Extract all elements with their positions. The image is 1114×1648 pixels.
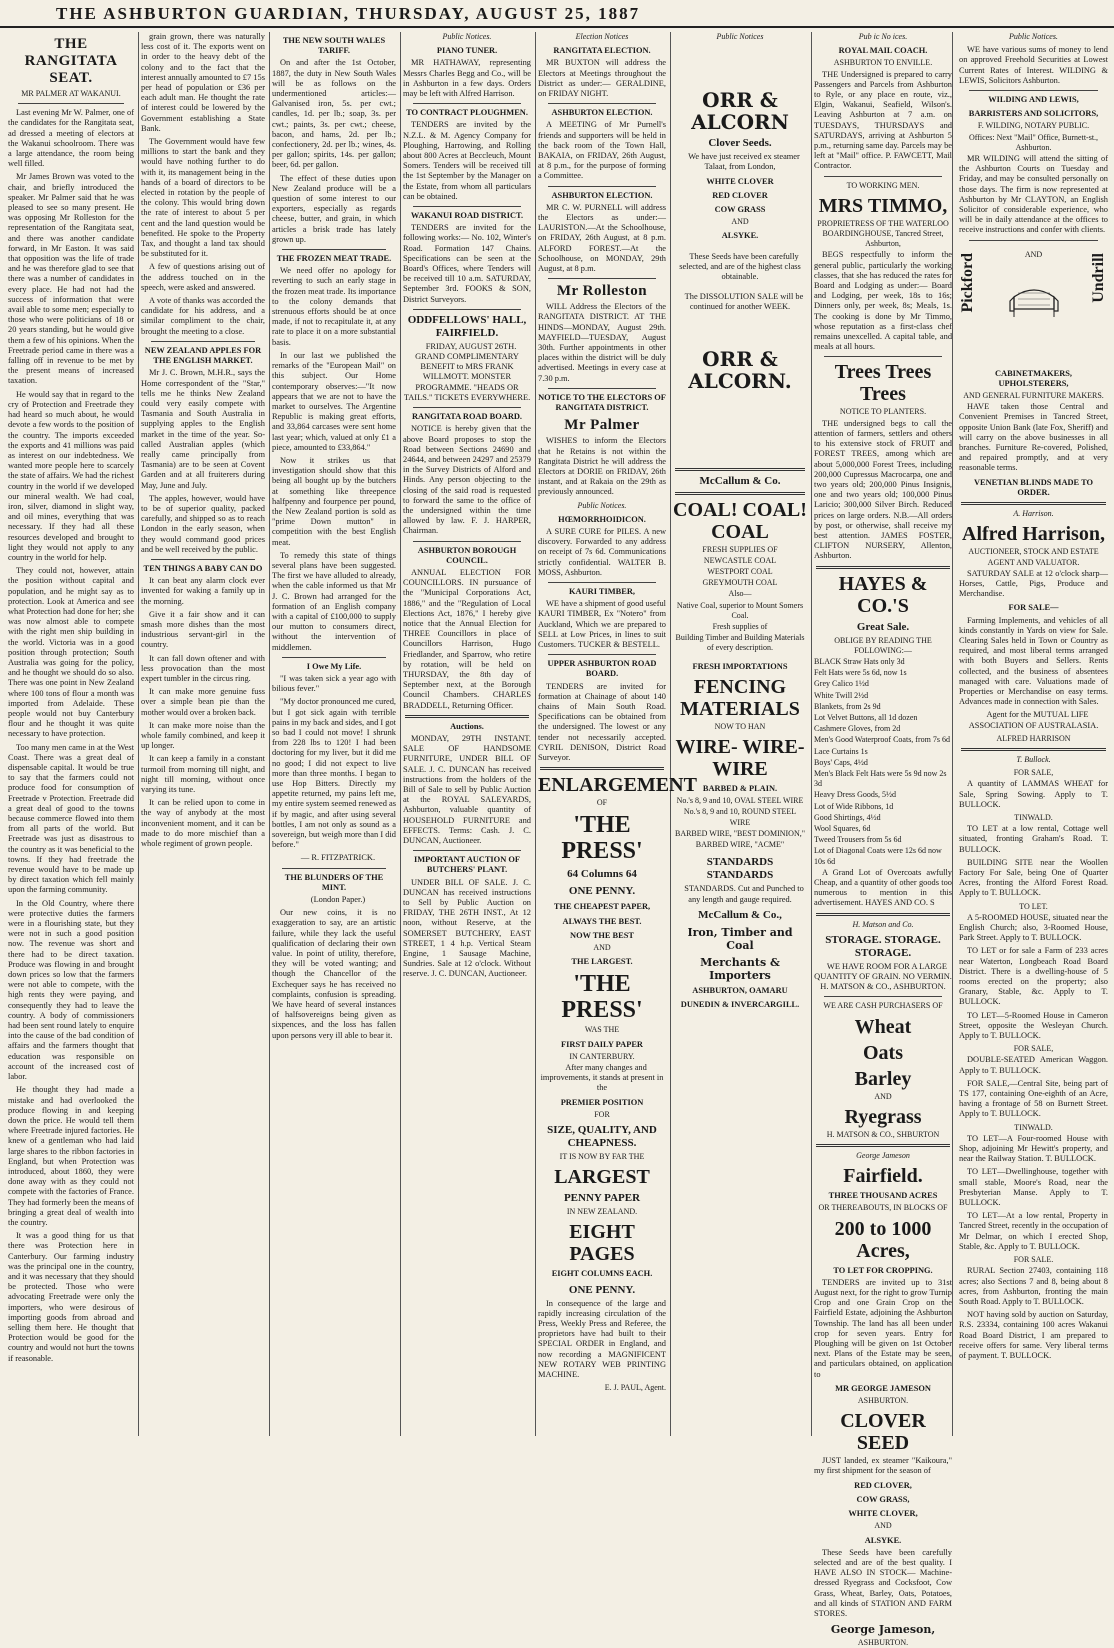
list-item: Wool Squares, 6d — [814, 823, 871, 833]
notice-text: TENDERS are invited by the N.Z.L. & M. Agency Company for Ploughing, Harrowing, and Rolling about 800 Acres at Beccleuch, Mount Somers. Tenders will be received till the 1st September by the Manager on the Estate, from whom all particulars can be obtained. — [403, 120, 531, 201]
article-subtitle: MR PALMER AT WAKANUI. — [21, 89, 121, 98]
ad-heading: Clover Seeds. — [708, 137, 772, 150]
divider — [413, 309, 521, 310]
notice-title: RANGITATA ELECTION. — [553, 46, 651, 56]
notice-text: MR BUXTON will address the Electors at Meetings throughout the District as under:— GERALDINE, on FRIDAY NIGHT. — [538, 58, 666, 99]
paragraph: Mr J. C. Brown, M.H.R., says the Home correspondent of the "Star," tells me he thinks New Zealand could very easily compete with Tasmania and South Australia in supplying apples to the English market in the time of the year. So-called Australian apples (which really came principally from Tasmania) are to be seen at Covent Garden and at all fruiterers during May, June and July. — [141, 368, 265, 490]
ad-heading: EIGHT PAGES — [569, 1221, 635, 1266]
ad-heading: Alfred Harrison, — [962, 523, 1105, 546]
divider — [961, 502, 1106, 505]
list-item: BLACK Straw Hats only 3d — [814, 656, 905, 666]
seed-item: AND — [874, 1521, 892, 1531]
column-heading: Public Notices. — [442, 32, 492, 41]
ad-heading: 200 to 1000 Acres, — [834, 1217, 932, 1262]
article-title: I Owe My Life. — [306, 661, 362, 671]
seed-item: AND — [731, 217, 749, 227]
ad-heading: 64 Columns 64 — [567, 868, 637, 881]
notice-subtitle: PROPRIETRESS OF THE WATERLOO BOARDINGHOUSE, Tancred Street, Ashburton, — [817, 218, 949, 249]
grain-item: Barley — [854, 1067, 912, 1090]
firm-name: McCallum & Co. — [699, 474, 781, 487]
paragraph: Too many men came in at the West Coast. There was a great deal of dispensable capital. It would be true to say that the farmers could not produce food for consumption of Freetrade v Protection. Freetrade did a great deal of good to the towns because commerce flowed into them from all parts of the world. But Freetrade was just as disastrous to the country as it was beneficial to the towns. If they had freetrade the revenue would have to be made up by direct taxation which fell mainly upon the farming community. — [8, 742, 134, 895]
seed-item: ALSYKE. — [721, 231, 759, 241]
ad-signature: George Jameson, — [830, 1623, 936, 1637]
notice-text: Agent for the MUTUAL LIFE ASSOCIATION OF AUSTRALASIA. — [968, 710, 1099, 730]
notice-text: TO LET—5-Roomed House in Cameron Street, opposite the Wesleyan Church. Apply to T. BULLOCK. — [959, 1010, 1108, 1041]
notice-text: BUILDING SITE near the Woollen Factory For Sale, being One of Quarter Acres, fronting the Alford Forest Road. Apply to T. BULLOCK. — [959, 857, 1108, 898]
firm-name: ORR & ALCORN. — [688, 346, 792, 393]
notice-text: SATURDAY SALE at 12 o'clock sharp—Horses, Cattle, Pigs, Produce and Merchandise. — [959, 568, 1108, 599]
ad-text: AND — [593, 943, 611, 952]
ad-text: AND — [1024, 249, 1043, 259]
ad-heading: BARRISTERS AND SOLICITORS, — [968, 109, 1099, 119]
notice-text: FOR SALE,—Central Site, being part of TS 177, containing One-eighth of an Acre, having a frontage of 58 on Burnett Street. Apply to T. BULLOCK. — [959, 1078, 1108, 1119]
paragraph: It can keep a family in a constant turmoil from morning till night, and night till morning, without once varying its tune. — [141, 754, 265, 795]
press-advertisement — [538, 774, 697, 1393]
notice-subtitle: H. MATSON & CO., SHBURTON — [826, 1129, 940, 1139]
ad-heading: ENLARGEMENT — [538, 774, 697, 797]
divider — [816, 1144, 950, 1147]
column-heading: Public Notices. — [577, 500, 627, 510]
article-title: THE RANGITATA SEAT. — [24, 36, 118, 86]
notice-title: Mr Rolleston — [556, 283, 648, 300]
ad-heading: COAL! COAL! COAL — [673, 498, 807, 543]
notice-text: A SURE CURE for PILES. A new discovery. Forwarded to any address on receipt of 7s 6d. Communications strictly confidential. WALTER B. MOSS, Ashburton. — [538, 526, 666, 577]
ad-heading: ONE PENNY. — [568, 1283, 636, 1296]
divider — [961, 748, 1106, 751]
column-heading: Pub ic No ices. — [858, 32, 908, 41]
column-5 — [538, 32, 697, 1436]
divider — [548, 186, 656, 187]
firm-name: McCallum & Co., — [698, 908, 782, 921]
list-item: White Twill 2½d — [814, 690, 869, 700]
ad-text: NEWCASTLE COAL — [703, 555, 777, 565]
notice-text: TO LET at a low rental, Cottage well situated, fronting Graham's Road. T. BULLOCK. — [959, 824, 1108, 854]
paragraph: The apples, however, would have to be of superior quality, packed carefully, and shipped so as to reach London in the early season, when they would command good prices and be well received by the public. — [141, 493, 265, 554]
ad-heading: CLOVER SEED — [840, 1410, 926, 1455]
list-item: Men's Good Waterproof Coats, from 7s 6d — [814, 735, 950, 745]
notice-subtitle: F. WILDING, NOTARY PUBLIC. — [977, 121, 1090, 131]
notice-text: Farming Implements, and vehicles of all kinds constantly in Yards on view for Sale. Clearing Sales held in Town or Country as required, and most liberal terms arranged with both Buyers and Sellers. Rents collected, and the business of absentees managed with care. Valuations made of Properties or Merchandise on easy terms. Advances made in connection with Sales. — [959, 615, 1108, 707]
notice-subtitle: ASHBURTON. — [857, 1638, 909, 1648]
notice-text: TENDERS are invited for formation at Chainage of about 140 chains of Main South Road. Specifications can be obtained from the undersigned. The lowest or any tender not necessarily accepted. CYRIL DENISON, District Road Surveyor. — [538, 681, 666, 762]
divider — [151, 559, 255, 560]
ad-heading: STORAGE. STORAGE. STORAGE. — [825, 933, 941, 959]
seed-item: WHITE CLOVER, — [848, 1509, 918, 1519]
list-item: Lace Curtains 1s — [814, 746, 868, 756]
armchair-icon — [1004, 279, 1064, 319]
notice-subtitle: AUCTIONEER, STOCK AND ESTATE AGENT AND VALUATOR. — [968, 547, 1099, 567]
notice-text: JUST landed, ex steamer "Kaikoura," my first shipment for the season of — [814, 1456, 952, 1476]
notice-text: A MEETING of Mr Purnell's friends and supporters will be held in the back room of the Town Hall, BAKAIA, on FRIDAY, 26th August, at 8 p.m., for the purpose of forming a Committee. — [538, 120, 666, 181]
paragraph: It can beat any alarm clock ever invented for waking a family up in the morning. — [141, 576, 265, 606]
notice-title: ODDFELLOWS' HALL, FAIRFIELD. — [407, 313, 527, 339]
notice-subtitle: FOR SALE, — [1013, 768, 1054, 778]
ad-text: Also— — [728, 589, 752, 599]
grain-item: Wheat — [854, 1015, 912, 1038]
ad-text: BARBED WIRE, "BEST DOMINION," — [674, 828, 805, 838]
divider — [816, 566, 950, 569]
ad-heading: CABINETMAKERS, UPHOLSTERERS, — [994, 368, 1072, 388]
paragraph: On and after the 1st October, 1887, the duty in New South Wales will be as follows on the undermentioned articles:— Galvanised iron, 5s. per cwt.; candles, 1d. per lb.; soap, 3s. per cwt.; paints, 3s. per cwt.; cheese, bacon, and hams, 2d. per lb.; confectionery, 2d. per lb.; wines, 4s. per gallon; spirits, 14s. per gallon; beer, 6d. per gallon. — [272, 58, 396, 170]
ad-text: NOW TO HAN — [714, 721, 766, 731]
divider — [824, 356, 942, 357]
ad-text: STANDARDS. Cut and Punched to any length and gauge required. — [684, 884, 804, 904]
notice-subtitle: FOR SALE. — [1013, 1255, 1054, 1265]
firm-name: ORR & ALCORN — [691, 88, 789, 135]
column-7 — [814, 32, 952, 1648]
divider — [413, 407, 521, 408]
notice-text: MR C. W. PURNELL will address the Electors as under:— LAURISTON.—At the Schoolhouse, on FRIDAY, 26th August, at 8 p.m. ALFORD FOREST.—At the Schoolhouse, on MONDAY, 29th August, at 8 p.m. — [538, 202, 666, 274]
ad-text: GREYMOUTH COAL — [702, 578, 778, 588]
article-title: THE FROZEN MEAT TRADE. — [276, 254, 392, 264]
furniture-ad-banner — [959, 245, 1108, 365]
notice-title: Mr Palmer — [564, 417, 640, 434]
notice-text: HAVE taken those Central and Convenient Premises in Tancred Street, opposite Union Bank (late Fox, Sheriff) and will carry on the above businesses in all branches. Furniture Re-covered, Polished, and repaired promptly, and at very reasonable terms. — [959, 402, 1108, 473]
ad-heading: LARGEST — [554, 1166, 650, 1189]
ad-text: WESTPORT COAL — [707, 567, 773, 577]
paragraph: Now it strikes us that investigation should show that this being all bought up by the butchers at something like threepence halfpenny and fourpence per pound, the New Zealand portion is sold as "prime Down mutton" in competition with the best English meat. — [272, 455, 396, 547]
notice-subtitle: WE ARE CASH PURCHASERS OF — [823, 1001, 943, 1011]
list-item: Lot of Diagonal Coats were 12s 6d now 10s 6d — [814, 846, 942, 866]
ad-heading: MRS TIMMO, — [818, 194, 948, 217]
sale-list — [814, 657, 952, 867]
notice-title: RANGITATA ROAD BOARD. — [411, 412, 523, 422]
notice-title: ASHBURTON ELECTION. — [551, 108, 653, 118]
ad-text: Native Coal, superior to Mount Somers Coal. — [676, 600, 804, 620]
ad-text: No.'s 8, 9 and 10, OVAL STEEL WIRE — [676, 796, 804, 806]
ad-heading: Merchants & Importers — [700, 955, 780, 982]
list-item: Boys' Caps, 4½d — [814, 757, 868, 767]
notice-text: WISHES to inform the Electors that he Retains is not within the Rangitata District he will address the Electors at DORIE on FRIDAY, 26th instant, and at Rakaia on the 29th as previously announced. — [538, 436, 666, 497]
ad-heading: FENCING MATERIALS — [680, 675, 800, 720]
column-heading: A. Harrison. — [1013, 509, 1054, 519]
divider — [151, 341, 255, 342]
seed-item: COW GRASS, — [856, 1494, 910, 1504]
paragraph: They could not, however, attain the position without capital and population, and he might say as to protection. Look at America and see what Protection had done for her; she was now almost able to compete with the right men ship building in the world. Victoria was in a good position through protection; South Australia was going for the policy, and he thought we should do so also. There was one point in New Zealand where 100 tons of flour a month was imported from Adelaide. These people would not buy Canterbury flour and he thought it was quite necessary to have protection. — [8, 566, 134, 739]
notice-subtitle: ASHBURTON. — [857, 1396, 909, 1406]
divider — [413, 850, 521, 851]
notice-text: WE have various sums of money to lend on approved Freehold Securities at Lowest Current Rates of Interest. WILDING & LEWIS, Solicitors Ashburton. — [959, 45, 1108, 85]
paragraph: "My doctor pronounced me cured, but I got sick again with terrible pains in my back and sides, and I got so bad I could not move! I shrunk from 228 lbs to 120! I had been doctoring for my liver, but it did me no good; I did not expect to live more than three months. I began to use Hop Bitters. Directly my appetite returned, my pains left me, my entire system seemed renewed as if by magic, and after using several bottles, I am not only as sound as a sovereign, but weigh more than I did before." — [272, 697, 396, 850]
notice-text: THE Undersigned is prepared to carry Passengers and Parcels from Ashburton to Ryle, or any place en route, viz., Elgin, Wakanui, Seafield, Wilson's. Leaving Ashburton at 7 a.m. on TUESDAYS, THURSDAYS and SATURDAYS, arriving at Ashburton 5 p.m., returning same day. Parcels may be left at "Mail" office. P. FAWCETT, Mail Contractor. — [814, 69, 952, 171]
notice-text: ANNUAL ELECTION FOR COUNCILLORS. IN pursuance of the "Municipal Corporations Act, 1886," and the "Regulation of Local Elections Act, 1876," I hereby give notice that the Annual Election for THREE Councillors in place of Councillors Harrison, Hugo Friedlander, and Sparrow, who retire by rotation, will be held on THURSDAY, the 8th day of September next, at the Borough Council Chambers. CHARLES BRADDELL, Returning Officer. — [403, 567, 531, 710]
paragraph: Our new coins, it is no exaggeration to say, are an artistic failure, while they lack the useful qualification of declaring their own value. In point of utility, therefore, they will be voted wanting; and though the Chancellor of the Exchequer says he has received no complaints, confusion is spreading. We have heard of several instances of halfsovereigns being given as sixpences, and the loss has fallen upon persons very ill able to bear it. — [272, 908, 396, 1040]
ad-text: FOR — [594, 1109, 610, 1119]
ad-text: Building Timber and Building Materials of every description. — [675, 633, 805, 653]
ad-text: BARBED & PLAIN. — [702, 784, 778, 794]
divider — [413, 206, 521, 207]
ad-text: These Seeds have been carefully selected, and are of the highest class obtainable. — [679, 251, 801, 282]
column-heading: T. Bullock. — [1016, 754, 1051, 764]
notice-text: A quantity of LAMMAS WHEAT for Sale, Spring Sowing. Apply to T. BULLOCK. — [959, 779, 1108, 809]
ad-heading: THREE THOUSAND ACRES — [828, 1191, 938, 1201]
paragraph: We need offer no apology for reverting to such an early stage in the frozen meat trade. Its importance to the colony demands that strenuous efforts should be at once made, if not to recapitulate it, at any rate to place it on a more substantial basis. — [272, 266, 396, 347]
column-heading: Public Notices. — [1009, 32, 1058, 41]
divider — [675, 492, 805, 495]
notice-title: KAURI TIMBER, — [569, 586, 635, 596]
paragraph: He would say that in regard to the cry of Protection and Freetrade they had heard so much about, he would devote a few words to the position of the country. The imports exceeded the exports and 41 millions was paid as interest on our indebtedness. We wanted more people here to scarcely the state of affairs. We had the richest country in the world if we developed our mineral wealth. We had coal, iron, silver, diamond in slight way, and oil mines, everything that was necessary. If they had all these resources developed and brought to light they would not apply to any country in the world for help. — [8, 389, 134, 562]
notice-title: ASHBURTON ELECTION. — [551, 190, 653, 200]
article-title: THE NEW SOUTH WALES TARIFF. — [282, 36, 386, 56]
notice-text: TO LET or for sale a Farm of 233 acres near Waterton, Longbeach Road Board District. There is a dwelling-house of 5 rooms erected on the property; also Granary, Stable, &c. Apply to T. BULLOCK. — [959, 946, 1108, 1007]
paragraph: To remedy this state of things several plans have been suggested. The first we have alluded to already, when the cable informed us that Mr J. C. Brown had arranged for the formation of an English company with a capital of £100,000 to supply our mutton to consumers direct, without the intervention of middlemen. — [272, 550, 396, 652]
notice-title: Auctions. — [450, 721, 484, 731]
notice-text: NOT having sold by auction on Saturday, R.S. 23334, containing 100 acres Wakanui Road Board District, I am prepared to receive offers for same. Very liberal terms of payment. T. BULLOCK. — [959, 1310, 1108, 1360]
notice-subtitle: TO WORKING MEN. — [846, 180, 920, 190]
notice-subtitle: AND GENERAL FURNITURE MAKERS. — [963, 391, 1104, 401]
column-6 — [673, 32, 807, 1436]
notice-subtitle: NOTICE TO PLANTERS. — [839, 407, 927, 417]
ad-signature: ALFRED HARRISON — [996, 733, 1071, 743]
paragraph: A few of questions arising out of the address touched on in the speech, were asked and answered. — [141, 262, 265, 292]
notice-text: WE HAVE ROOM FOR A LARGE QUANTITY OF GRAIN. NO VERMIN. H. MATSON & CO., ASHBURTON. — [814, 961, 952, 992]
notice-subtitle: Offices: Next "Mail" Office, Burnett-st., Ashburton. — [968, 132, 1099, 152]
notice-title: TO CONTRACT PLOUGHMEN. — [406, 108, 528, 118]
paragraph: — R. FITZPATRICK. — [300, 853, 376, 863]
notice-title: WAKANUI ROAD DISTRICT. — [410, 211, 524, 221]
newspaper-columns — [8, 32, 1108, 1648]
ad-text: THE LARGEST. — [571, 957, 633, 967]
seed-item: RED CLOVER — [712, 190, 768, 200]
divider — [548, 103, 656, 104]
notice-subtitle: ASHBURTON TO ENVILLE. — [833, 58, 933, 68]
ad-heading: PENNY PAPER — [563, 1192, 641, 1205]
divider — [969, 90, 1098, 91]
notice-text: DOUBLE-SEATED American Waggon. Apply to T. BULLOCK. — [959, 1055, 1108, 1075]
ad-text: FIRST DAILY PAPER — [561, 1039, 643, 1049]
article-title: TEN THINGS A BABY CAN DO — [143, 563, 263, 573]
divider — [282, 868, 386, 869]
notice-text: MONDAY, 29TH INSTANT. SALE OF HANDSOME FURNITURE, UNDER BILL OF SALE. J. C. DUNCAN has received instructions from the holders of the Bill of Sale to sell by Public Auction at the ROYAL SALEYARDS, Ashburton, valuable quantity of HOUSEHOLD FURNITURE and EFFECTS. Terms: Cash. J. C. DUNCAN, Auctioneer. — [403, 733, 531, 846]
ad-text: IT IS NOW BY FAR THE — [559, 1152, 645, 1162]
bullock-notices — [959, 768, 1108, 1361]
ad-text: The DISSOLUTION SALE will be continued for another WEEK. — [684, 292, 804, 312]
seed-item: ALSYKE. — [864, 1535, 902, 1545]
column-4 — [403, 32, 531, 1436]
ad-text: EIGHT COLUMNS EACH. — [551, 1269, 653, 1279]
ad-text: PREMIER POSITION — [560, 1097, 644, 1107]
ad-text: DUNEDIN & INVERCARGILL. — [680, 999, 800, 1009]
ad-text: Fresh supplies of — [712, 622, 768, 632]
ad-text: ASHBURTON, OAMARU — [692, 985, 788, 995]
notice-title: ROYAL MAIL COACH. — [838, 46, 928, 56]
ad-text: NOW THE BEST — [570, 930, 634, 940]
divider — [413, 103, 521, 104]
ad-heading: HAYES & CO.'S — [838, 572, 928, 617]
ad-text: After many changes and improvements, it stands at present in the — [540, 1063, 664, 1093]
divider — [282, 657, 386, 658]
ad-text: FRESH SUPPLIES OF — [702, 544, 778, 554]
column-1 — [8, 32, 134, 1436]
column-8 — [959, 32, 1108, 1436]
divider — [816, 913, 950, 916]
ad-heading: 'THE PRESS' — [561, 971, 643, 1024]
notice-text: WE have a shipment of good useful KAURI TIMBER, Ex "Notero" from Auckland, Which we are prepared to SELL at Low Prices, in lines to suit Customers. TUCKER & BESTELL. — [538, 599, 667, 649]
paragraph: Last evening Mr W. Palmer, one of the candidates for the Rangitata seat, ad dressed a meeting of electors at the Wakanui schoolroom. There was a large attendance, the room being well filled. — [8, 108, 134, 169]
firm-name: Pickford — [959, 252, 976, 313]
paragraph: It can fall down oftener and with less provocation than the most expert tumbler in the circus ring. — [141, 653, 265, 683]
notice-text: UNDER BILL OF SALE. J. C. DUNCAN has received instructions to Sell by Public Auction on FRIDAY, THE 26TH INST., At 12 noon, without Reserve, at the SOMERSET BUTCHERY, EAST STREET, 1 4 h.p. Vertical Steam Engine, 1 Sausage Machine, Sundries. Sale at 12 o'clock. Without reserve. J. C. DUNCAN, Auctioneer. — [403, 877, 531, 979]
ad-text: We have just received ex steamer Talaat, from London, — [688, 152, 800, 172]
divider — [675, 468, 805, 471]
notice-text: WILL Address the Electors of the RANGITATA DISTRICT. AT THE HINDS—MONDAY, August 29th. MAYFIELD—TUESDAY, August 30th. Further appointments in other places within the district will be duly advertised. Meetings in every case at 7.30 p.m. — [538, 302, 666, 383]
paragraph: In the Old Country, where there were protective duties the farmers were in a flourishing state, but they were not in such a good position now. The revenue was short and there had to be direct taxation. Produce was flowing in and brought down prices so low that the farmers were not able to compete, with the high rents they were paying, and consequently they had to leave the country. A body of commissioners had been sent round lately to enquire into the cause of the bad condition of affairs and the farmers thought that education was responsible on account of the increased cost of labor. — [8, 898, 134, 1082]
paragraph: It was a good thing for us that there was Protection here in Canterbury. Our farming industry was the principal one in the country, and it was necessary that they should be protected. Those who were advocating Freetrade were only the importers, who were desirous of importing goods from abroad and selling them here. He thought that Protection would be good for the country and would not hurt the towns if reasonable. — [8, 1231, 134, 1363]
notice-text: THE undersigned begs to call the attention of farmers, settlers and others to his extensive stock of FRUIT and FOREST TREES, among which are about 5,000,000 Forest Trees, including 200,000 Cupressus Macrocarpa, one and two years old; 200,000 Pinus Insignis, one and two years old; 100,000 Pinus Laricio; 300,000 Silver Birch. Reduced prices on large orders. N.B.—All orders by post, or otherwise, shall receive my best attention. JAMES FOSTER, CLIFTON NURSERY, Allenton, Ashburton. — [814, 418, 952, 561]
ad-heading: VENETIAN BLINDS MADE TO ORDER. — [973, 477, 1094, 497]
column-heading: H. Matson and Co. — [852, 919, 914, 929]
ad-heading: WIRE- WIRE- WIRE — [675, 736, 805, 781]
column-heading: George Jameson — [856, 1151, 910, 1161]
notice-text: TO LET—At a low rental, Property in Tancred Street, recently in the occupation of Mr Delmar, on which I erected Shop, Stable, &c. Apply to T. BULLOCK. — [959, 1211, 1108, 1251]
notice-subtitle: OBLIGE BY READING THE FOLLOWING:— — [834, 635, 932, 655]
notice-subtitle: TO LET. — [1019, 901, 1048, 911]
divider — [548, 654, 656, 655]
ad-heading: 'THE PRESS' — [561, 812, 643, 865]
notice-text: NOTICE is hereby given that the above Board proposes to stop the Road between Sections 24690 and 24644, and between 24297 and 25379 in the Survey Districts of Alford and Hinds. Any person objecting to the closing of the said road is requested to forward the same to the office of the undersigned within the time allowed by law. F. J. HARPER, Chairman. — [403, 424, 531, 536]
notice-title: ASHBURTON BOROUGH COUNCIL. — [417, 545, 517, 565]
notice-text: These Seeds have been carefully selected and are of the best quality. I HAVE ALSO IN STOCK— Machine-dressed Ryegrass and Cocksfoot, Cow Grass, Wheat, Barley, Oats, Potatoes, and all kinds of STATION AND FARM STORES. — [814, 1547, 952, 1618]
divider — [282, 249, 386, 250]
notice-text: RURAL Section 27403, containing 118 acres; also Sections 7 and 8, being about 8 acres, from Ashburton, fronting the main South Road. Apply to T. BULLOCK. — [959, 1266, 1108, 1306]
ad-heading: SIZE, QUALITY, AND CHEAPNESS. — [547, 1124, 657, 1150]
paragraph: Give it a fair show and it can smash more dishes than the most industrious servant-girl in the country. — [141, 609, 265, 650]
divider — [540, 767, 664, 770]
notice-text: MR WILDING will attend the sitting of the Ashburton Courts on Tuesday and Friday, and may be consulted personally on those days. The firm is now represented at Ashburton by Mr CLAYTON, an English Solicitor of considerable experience, who will be in daily attendance at the offices to receive instructions and confer with clients. — [959, 154, 1108, 235]
notice-subtitle: FOR SALE, — [1013, 1044, 1054, 1054]
notice-text: FRIDAY, AUGUST 26TH. GRAND COMPLIMENTARY BENEFIT to MRS FRANK WILLMOTT. MONSTER PROGRAMME. "HEADS OR TAILS." TICKETS EVERYWHERE. — [403, 341, 531, 402]
article-title: NEW ZEALAND APPLES FOR THE ENGLISH MARKET. — [144, 345, 262, 366]
notice-title: HŒMORRHOIDICON. — [558, 514, 646, 524]
notice-subtitle: TINWALD. — [1014, 812, 1053, 822]
divider — [824, 996, 942, 997]
ad-text: In consequence of the large and rapidly increasing circulation of the Press, Weekly Press and Referee, the proprietors have had built to their SPECIAL ORDER in England, and now recording a MAGNIFICENT NEW ROTARY WEB PRINTING MACHINE. — [538, 1298, 666, 1380]
ad-heading: MR GEORGE JAMESON — [835, 1383, 931, 1393]
seed-item: WHITE CLOVER — [706, 176, 774, 186]
paragraph: The Government would have few millions to start the bank and they would have nothing further to do with it, its management being in the hands of a board of directors to be elected in rotation by the people of the colony. This would bring down the rate of interest to about 5 per cent and the land question would be benefited. He spoke to the Property Tax, and thought a land tax should be substituted for it. — [141, 137, 265, 259]
notice-title: PIANO TUNER. — [436, 46, 498, 56]
ad-heading: WILDING AND LEWIS, — [988, 95, 1079, 105]
ad-text: THE CHEAPEST PAPER, — [553, 902, 651, 912]
article-title: THE BLUNDERS OF THE MINT. — [284, 872, 384, 892]
masthead-title: THE ASHBURTON GUARDIAN, THURSDAY, AUGUST 25, 1887 — [56, 4, 641, 23]
list-item: Lot of Wide Ribbons, 1d — [814, 801, 894, 811]
ad-heading: Iron, Timber and Coal — [687, 925, 793, 952]
paragraph: In our last we published the remarks of the "European Mail" on this subject. Our Home contemporary observes:—"It now appears that we are not to have the market to ourselves. The Argentine Republic is making great efforts, and 33,864 carcases were sent home last year; which, valued at only £1 a piece, amounted to £33,864." — [272, 350, 396, 452]
ad-heading: Trees Trees Trees — [834, 361, 932, 406]
ad-heading: Fairfield. — [843, 1165, 923, 1188]
column-heading: Public Notices — [716, 32, 764, 41]
list-item: Men's Black Felt Hats were 5s 9d now 2s 3d — [814, 768, 947, 789]
masthead — [0, 0, 1114, 28]
list-item: Tweed Trousers from 5s 6d — [814, 835, 902, 845]
paragraph: It can make more noise than the whole family combined, and keep it up longer. — [141, 720, 265, 751]
divider — [413, 541, 521, 542]
grain-item: Ryegrass — [844, 1105, 922, 1128]
list-item: Cashmere Gloves, from 2d — [814, 724, 901, 734]
ad-text: BARBED WIRE, "ACME" — [695, 840, 785, 850]
divider — [18, 103, 124, 104]
notice-text: BEGS respectfully to inform the general public, particularly the working classes, that she has reduced the rates for Board and Lodging as under:— Board and Lodging, per week, 18s to 16s; Dinners only, per week, 8s; Meals, 1s. The cooking is done by Mr Timmo, whose reputation as a first-class chef remains unexcelled. A capital table, and meals at all hours. — [814, 250, 952, 352]
paragraph: The effect of these duties upon New Zealand produce will be a question of some interest to our exporters, especially as regards cheese, butter, and grain, in which articles a brisk trade has lately grown up. — [272, 173, 396, 244]
list-item: Heavy Dress Goods, 5½d — [814, 790, 896, 800]
column-3 — [272, 32, 396, 1436]
ad-heading: ONE PENNY. — [568, 885, 636, 898]
divider — [824, 176, 942, 177]
notice-text: TENDERS are invited for the following works:— No. 102, Winter's Road. Formation 147 Chains. Specifications can be seen at the Board's Offices, where Tenders will be received till 10 a.m. SATURDAY, September 3rd. FOOKS & SON, District Surveyors. — [403, 223, 531, 304]
paragraph: (London Paper.) — [310, 895, 366, 905]
notice-text: A Grand Lot of Overcoats awfully Cheap, and a quantity of other goods too numerous to mention in this advertisement. HAYES AND CO. S — [814, 867, 952, 908]
ad-text: OF — [596, 798, 608, 808]
notice-text: TO LET—Dwellinghouse, together with small stable, Moore's Road, near the Presbyterian Manse. Apply to T. BULLOCK. — [959, 1167, 1108, 1208]
column-2 — [141, 32, 265, 1436]
list-item: Felt Hats were 5s 6d, now 1s — [814, 668, 907, 678]
notice-title: IMPORTANT AUCTION OF BUTCHERS' PLANT. — [414, 855, 520, 875]
ad-text: No.'s 8, 9 and 10, ROUND STEEL WIRE — [683, 807, 797, 827]
notice-text: TO LET—A Four-roomed House with Shop, adjoining Mr Hewitt's property, and near the Railway Station. T. BULLOCK. — [959, 1133, 1108, 1164]
notice-subtitle: TINWALD. — [1014, 1122, 1053, 1132]
notice-text: MR HATHAWAY, representing Messrs Charles Begg and Co., will be in Ashburton in a few days. Orders may be left with Alfred Harrison. — [403, 58, 531, 99]
notice-text: TENDERS are invited up to 31st August next, for the right to grow Turnip Crop and one Grain Crop on the Fairfield Estate, adjoining the Ashburton Township. The land has all been under crop for seven years. Entry for Ploughing will be given on 1st October next. Plans of the Estate may be seen, and particulars obtained, on application to — [814, 1277, 952, 1379]
grain-item: Oats — [863, 1041, 903, 1064]
firm-name: Undrill — [1089, 252, 1107, 303]
ad-text: WAS THE — [584, 1025, 620, 1035]
column-heading: Election Notices — [575, 32, 629, 41]
seed-item: RED CLOVER, — [854, 1480, 912, 1490]
paragraph: It can make more genuine fuss over a simple bean pie than the mother would over a broken back. — [141, 687, 265, 717]
list-item: Grey Calico 1½d — [814, 679, 869, 689]
ad-heading: FRESH IMPORTATIONS — [692, 661, 788, 671]
paragraph: It can be relied upon to come in the way of anybody at the most inconvenient moment, and it can be made to do more mischief than a whole regiment of grown people. — [141, 798, 265, 849]
paragraph: "I was taken sick a year ago with bilious fever." — [272, 673, 396, 694]
list-item: Good Shirtings, 4½d — [814, 812, 881, 822]
notice-subtitle: OR THEREABOUTS, IN BLOCKS OF — [818, 1203, 948, 1213]
ad-heading: STANDARDS STANDARDS — [706, 856, 774, 882]
list-item: Blankets, from 2s 9d — [814, 701, 881, 711]
paragraph: grain grown, there was naturally less cost of it. The exports went on in order to the heavy debt of the colony and to the fact that the interest annually amounted to £7 15s per head of population or £36 per each adult man. He thought the rate of interest could be lowered by the Government establishing a State Bank. — [141, 32, 265, 133]
grain-item: AND — [874, 1091, 892, 1101]
divider — [548, 388, 656, 389]
notice-text: A 5-ROOMED HOUSE, situated near the English Church; also, 3-Roomed House, Park Street. Apply to T. BULLOCK. — [959, 912, 1108, 943]
ad-heading: TO LET FOR CROPPING. — [833, 1265, 933, 1275]
notice-title: UPPER ASHBURTON ROAD BOARD. — [547, 659, 657, 679]
paragraph: He thought they had made a mistake and had overlooked the produce flowing in and keeping down the price. He would tell them where Freetrade injured factories. He knew of a gentleman who had laid large shares to the ribbon factories in England, but when Protection was introduced, about 1860, they were done away with as they could not compete with the factories of France. They had formerly been the means of bringing a great deal of wealth into the country. — [8, 1085, 134, 1227]
ad-text: IN NEW ZEALAND. — [566, 1207, 638, 1217]
divider — [548, 278, 656, 279]
ad-signature: E. J. PAUL, Agent. — [604, 1383, 666, 1393]
list-item: Lot Velvet Buttons, all 1d dozen — [814, 712, 918, 722]
ad-heading: Great Sale. — [856, 620, 910, 633]
divider — [405, 715, 529, 718]
ad-heading: FOR SALE— — [1008, 603, 1059, 613]
seed-item: COW GRASS — [714, 205, 766, 215]
paragraph: Mr James Brown was voted to the chair, and briefly introduced the speaker. Mr Palmer said that he was pleased to see so many present. He was opposing Mr Rolleston for the representation of the Rangitata seat, and there was another candidate forward, in Mr Easton. It was said that opposition was the life of trade and he was therefore glad to see that there was a number of candidates in every place. He had not had the success of information that were avail able to some men; especially to those who were politicians of 18 or 20 years standing, but he would give them a few of his opinions. When the Freetrade period came in there was a falling off in revenue to be met by the present means of increased taxation. — [8, 172, 134, 386]
notice-title: NOTICE TO THE ELECTORS OF RANGITATA DISTRICT. — [538, 392, 666, 413]
divider — [548, 582, 656, 583]
ad-text: ALWAYS THE BEST. — [562, 916, 642, 926]
paragraph: A vote of thanks was accorded the candidate for his address, and a similar compliment to the chair, brought the meeting to a close. — [141, 296, 265, 336]
ad-text: IN CANTERBURY. — [569, 1051, 635, 1061]
divider — [969, 240, 1098, 241]
